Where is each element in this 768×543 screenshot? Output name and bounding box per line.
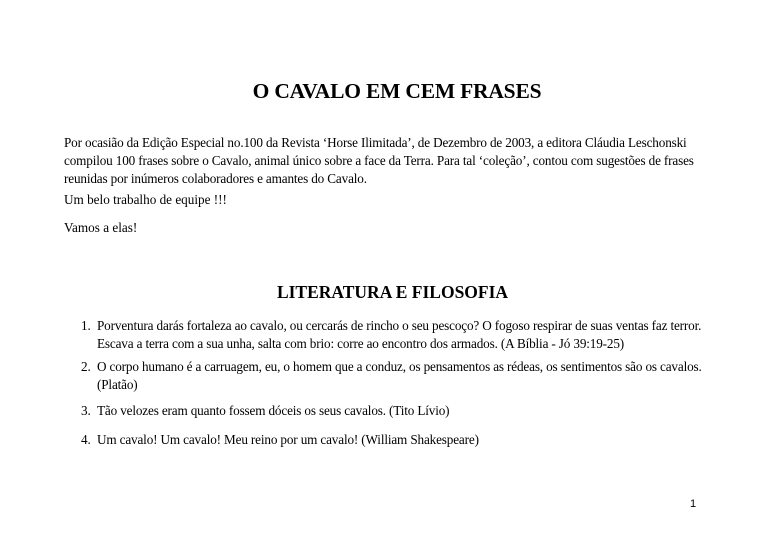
section-title: LITERATURA E FILOSOFIA bbox=[276, 282, 509, 302]
lets-go-text: Vamos a elas! bbox=[64, 220, 138, 235]
intro-line: compilou 100 frases sobre o Cavalo, animal único sobre a face da Terra. Para tal ‘coleção’, contou com sugestões de frases bbox=[64, 153, 694, 168]
list-item-number: 3. bbox=[81, 403, 91, 418]
list-item-number: 1. bbox=[81, 318, 91, 333]
list-item-number: 4. bbox=[81, 432, 91, 447]
intro-line: Por ocasião da Edição Especial no.100 da Revista ‘Horse Ilimitada’, de Dezembro de 2003, a editora Cláudia Leschonski bbox=[64, 135, 687, 150]
list-item-text: Escava a terra com a sua unha, salta com brio: corre ao encontro dos armados. (A Bíblia - Jó 39:19-25) bbox=[97, 336, 625, 351]
list-item-text: (Platão) bbox=[97, 377, 138, 392]
list-item-text: O corpo humano é a carruagem, eu, o homem que a conduz, os pensamentos as rédeas, os sentimentos são os cavalos. bbox=[97, 359, 702, 374]
list-item-number: 2. bbox=[81, 359, 91, 374]
intro-line: reunidas por inúmeros colaboradores e amantes do Cavalo. bbox=[64, 171, 367, 186]
team-note: Um belo trabalho de equipe !!! bbox=[64, 192, 227, 207]
list-item-text: Tão velozes eram quanto fossem dóceis os seus cavalos. (Tito Lívio) bbox=[97, 403, 450, 418]
page-number: 1 bbox=[690, 498, 697, 510]
intro-paragraph bbox=[64, 134, 754, 188]
document-title: O CAVALO EM CEM FRASES bbox=[252, 79, 542, 103]
list-item-text: Porventura darás fortaleza ao cavalo, ou cercarás de rincho o seu pescoço? O fogoso respirar de suas ventas faz terror. bbox=[97, 318, 702, 333]
list-item-text: Um cavalo! Um cavalo! Meu reino por um cavalo! (William Shakespeare) bbox=[97, 432, 479, 447]
